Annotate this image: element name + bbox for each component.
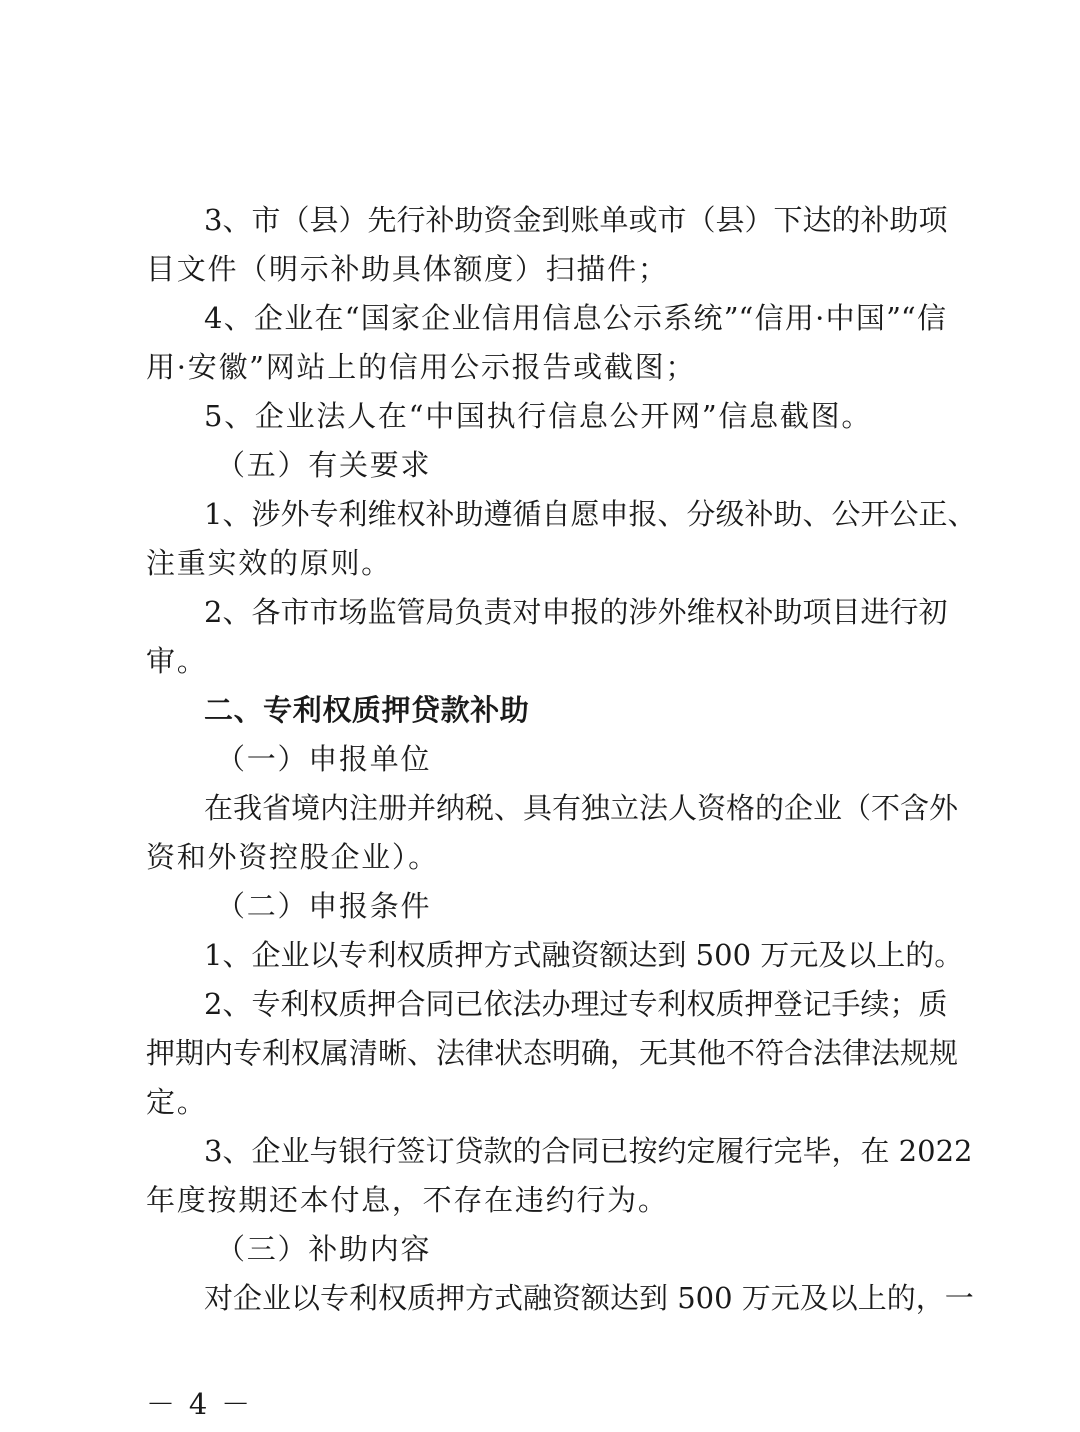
requirement-2-line-2: 审。	[146, 644, 208, 678]
condition-3-line-1: 3、企业与银行签订贷款的合同已按约定履行完毕，在 2022	[204, 1134, 973, 1168]
chapter-2-heading: 二、专利权质押贷款补助	[204, 693, 530, 727]
condition-3-line-2: 年度按期还本付息，不存在违约行为。	[146, 1183, 669, 1217]
page-number: － 4 －	[146, 1387, 253, 1421]
requirement-1-line-1: 1、涉外专利维权补助遵循自愿申报、分级补助、公开公正、	[204, 497, 977, 531]
item-3-line-1: 3、市（县）先行补助资金到账单或市（县）下达的补助项	[204, 203, 948, 237]
subsection-3-heading: （三）补助内容	[216, 1232, 432, 1266]
item-4-line-1: 4、企业在“国家企业信用信息公示系统”“信用·中国”“信	[204, 301, 946, 335]
item-4-line-2: 用·安徽”网站上的信用公示报告或截图；	[146, 350, 697, 384]
item-5-line: 5、企业法人在“中国执行信息公开网”信息截图。	[204, 399, 873, 433]
condition-2-line-2: 押期内专利权属清晰、法律状态明确，无其他不符合法律法规规	[146, 1036, 959, 1070]
subsidy-content-line-1: 对企业以专利权质押方式融资额达到 500 万元及以上的，一	[204, 1281, 974, 1315]
condition-2-line-1: 2、专利权质押合同已依法办理过专利权质押登记手续；质	[204, 987, 948, 1021]
item-3-line-2: 目文件（明示补助具体额度）扫描件；	[146, 252, 669, 286]
applicant-line-2: 资和外资控股企业）。	[146, 840, 439, 874]
requirement-1-line-2: 注重实效的原则。	[146, 546, 392, 580]
condition-1-line: 1、企业以专利权质押方式融资额达到 500 万元及以上的。	[204, 938, 964, 972]
subsection-2-heading: （二）申报条件	[216, 889, 432, 923]
requirement-2-line-1: 2、各市市场监管局负责对申报的涉外维权补助项目进行初	[204, 595, 948, 629]
subsection-1-heading: （一）申报单位	[216, 742, 432, 776]
applicant-line-1: 在我省境内注册并纳税、具有独立法人资格的企业（不含外	[204, 791, 959, 825]
condition-2-line-3: 定。	[146, 1085, 208, 1119]
section-5-heading: （五）有关要求	[216, 448, 432, 482]
